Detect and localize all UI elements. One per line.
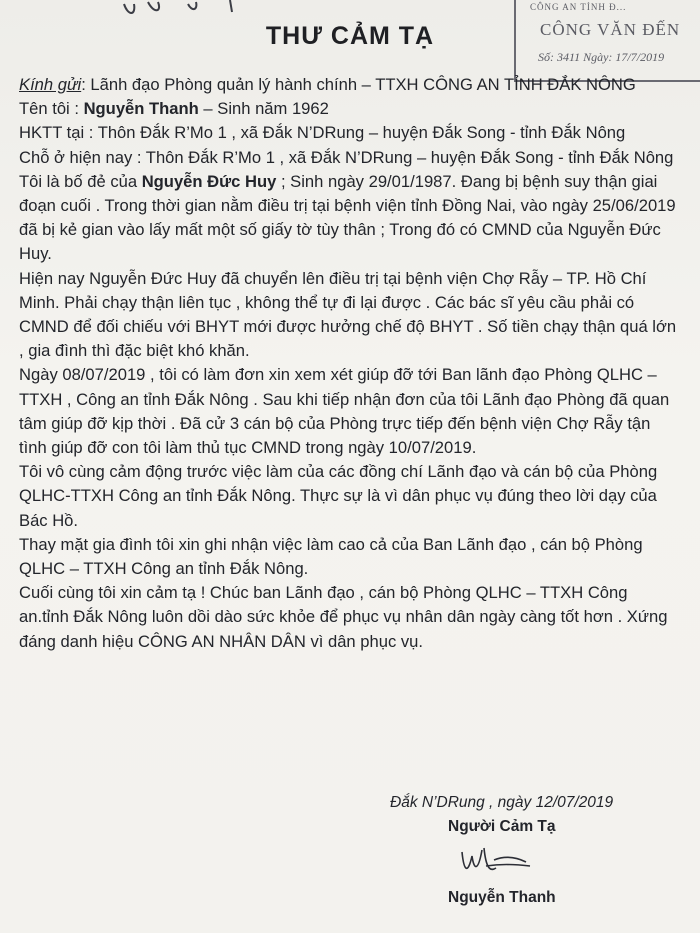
sender-birth: – Sinh năm 1962 (198, 99, 329, 119)
paragraph-2: Hiện nay Nguyễn Đức Huy đã chuyển lên điều trị tại bệnh viện Chợ Rẫy – TP. Hồ Chí Minh. Phải chạy thận liên tục , không thể tự đi lại được . Các bác sĩ yêu cầu phải có CMND để đối chiếu với BHYT mới được hưởng chế độ BHYT . Số tiền chạy thận quá lớn , gia đình thì đặc biệt khó khăn. (19, 268, 677, 361)
sender-hktt: HKTT tại : Thôn Đắk R’Mo 1 , xã Đắk N’DRung – huyện Đắk Song - tỉnh Đắk Nông (19, 123, 626, 143)
stamp-agency: CÔNG AN TỈNH Đ... (530, 2, 627, 12)
son-name: Nguyễn Đức Huy (141, 171, 277, 191)
paragraph-5: Thay mặt gia đình tôi xin ghi nhận việc làm cao cả của Ban Lãnh đạo , cán bộ Phòng QLHC – TTXH Công an tỉnh Đắk Nông. (19, 534, 643, 579)
letter-body (19, 73, 679, 654)
sender-residence: Chỗ ở hiện nay : Thôn Đắk R’Mo 1 , xã Đắk N’DRung – huyện Đắk Song - tỉnh Đắk Nông (19, 147, 674, 167)
paragraph-1 (19, 170, 679, 267)
paragraph-6: Cuối cùng tôi xin cảm tạ ! Chúc ban Lãnh đạo , cán bộ Phòng QLHC – TTXH Công an.tỉnh Đắk Nông luôn dồi dào sức khỏe để phục vụ nhân dân ngày càng tốt hơn . Xứng đáng danh hiệu CÔNG AN NHÂN DÂN vì dân phục vụ. (19, 583, 668, 651)
closing-block (390, 791, 690, 839)
letter-title: THƯ CẢM TẠ (265, 22, 435, 50)
stamp-label: CÔNG VĂN ĐẾN (540, 20, 681, 39)
paragraph-4: Tôi vô cùng cảm động trước việc làm của các đồng chí Lãnh đạo và cán bộ của Phòng QLHC-TTXH Công an tỉnh Đắk Nông. Thực sự là vì dân phục vụ đúng theo lời dạy của Bác Hồ. (19, 462, 658, 530)
stamp-number: Số: 3411 Ngày: 17/7/2019 (538, 50, 665, 64)
signer-name: Nguyễn Thanh (448, 889, 556, 906)
place-date: Đắk N’DRung , ngày 12/07/2019 (390, 794, 614, 811)
sender-prefix: Tên tôi : (19, 99, 84, 119)
recipient-text: : Lãnh đạo Phòng quản lý hành chính – TTXH CÔNG AN TỈNH ĐẮK NÔNG (81, 75, 636, 94)
paragraph-3: Ngày 08/07/2019 , tôi có làm đơn xin xem xét giúp đỡ tới Ban lãnh đạo Phòng QLHC – TTXH , Công an tỉnh Đắk Nông . Sau khi tiếp nhận đơn của tôi Lãnh đạo Phòng đã quan tâm giúp đỡ kịp thời . Đã cử 3 cán bộ của Phòng trực tiếp đến bệnh viện Chợ Rẫy tận tình giúp đỡ con tôi làm thủ tục CMND trong ngày 10/07/2019. (19, 365, 670, 458)
recipient-line (19, 73, 679, 97)
p1-pre: Tôi là bố đẻ của (19, 171, 142, 191)
sender-name-line (19, 97, 679, 121)
handwritten-signature (456, 842, 536, 878)
scribble-mark (118, 0, 258, 22)
recipient-label: Kính gửi (19, 75, 82, 94)
p1-post: ; Sinh ngày 29/01/1987. Đang bị bệnh suy thận giai đoạn cuối . Trong thời gian nằm điều trị tại bệnh viện tỉnh Đồng Nai, vào ngày 25/06/2019 đã bị kẻ gian vào lấy mất một số giấy tờ tùy thân ; Trong đó có CMND của Nguyễn Đức Huy. (19, 171, 676, 264)
sender-name: Nguyễn Thanh (83, 99, 199, 119)
signer-role: Người Cảm Tạ (448, 818, 556, 835)
